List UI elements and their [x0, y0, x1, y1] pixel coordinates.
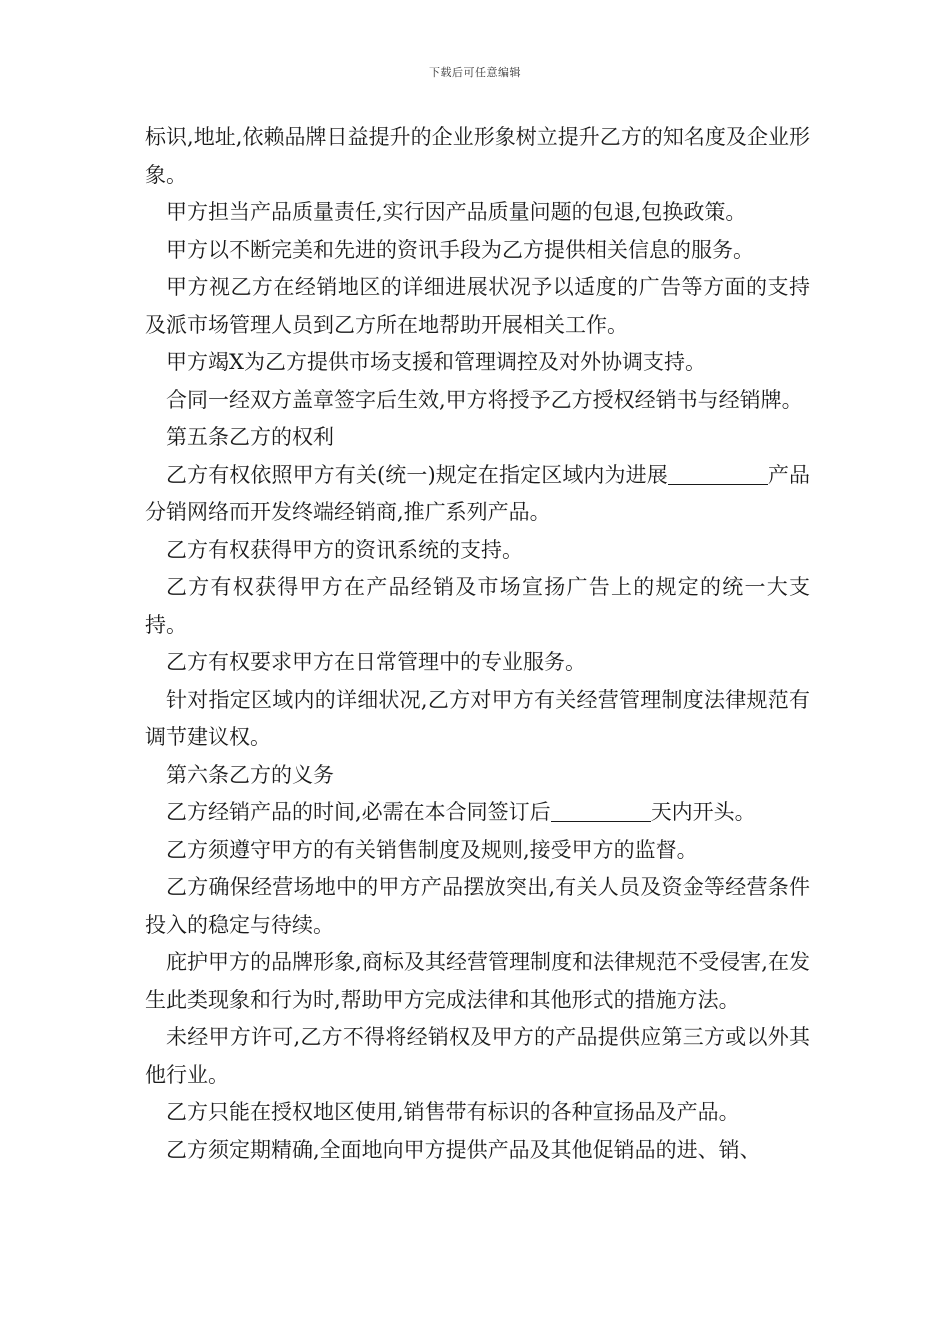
document-body [145, 119, 810, 1169]
paragraph: 未经甲方许可,乙方不得将经销权及甲方的产品提供应第三方或以外其他行业。 [145, 1025, 810, 1087]
paragraph: 乙方须遵守甲方的有关销售制度及规则,接受甲方的监督。 [166, 837, 698, 862]
paragraph: 甲方视乙方在经销地区的详细进展状况予以适度的广告等方面的支持及派市场管理人员到乙方所在地帮助开展相关工作。 [145, 275, 810, 337]
section-heading: 第六条乙方的义务 [166, 762, 334, 787]
paragraph: 乙方有权获得甲方的资讯系统的支持。 [166, 537, 523, 562]
paragraph-text: 乙方有权依照甲方有关(统一)规定在指定区域内为进展 [166, 462, 668, 487]
fill-in-blank [668, 462, 768, 485]
paragraph: 庇护甲方的品牌形象,商标及其经营管理制度和法律规范不受侵害,在发生此类现象和行为时,帮助甲方完成法律和其他形式的措施方法。 [145, 950, 810, 1012]
paragraph: 标识,地址,依赖品牌日益提升的企业形象树立提升乙方的知名度及企业形象。 [145, 125, 810, 187]
paragraph: 合同一经双方盖章签字后生效,甲方将授予乙方授权经销书与经销牌。 [166, 387, 803, 412]
paragraph [145, 794, 810, 832]
paragraph: 乙方有权要求甲方在日常管理中的专业服务。 [166, 650, 586, 674]
page-header: 下载后可任意编辑 [429, 66, 521, 79]
paragraph: 甲方竭Ⅹ为乙方提供市场支援和管理调控及对外协调支持。 [166, 350, 706, 374]
paragraph-text: 乙方经销产品的时间,必需在本合同签订后 [166, 800, 551, 824]
paragraph: 甲方以不断完美和先进的资讯手段为乙方提供相关信息的服务。 [166, 237, 754, 262]
paragraph: 乙方有权获得甲方在产品经销及市场宣扬广告上的规定的统一大支持。 [145, 575, 810, 637]
paragraph: 乙方只能在授权地区使用,销售带有标识的各种宣扬品及产品。 [166, 1100, 740, 1124]
paragraph: 针对指定区域内的详细状况,乙方对甲方有关经营管理制度法律规范有调节建议权。 [145, 687, 810, 749]
paragraph-text: 天内开头。 [650, 800, 756, 824]
paragraph [145, 457, 810, 532]
paragraph-text: 产品分销网络而开发终端经销商,推广系列产品。 [145, 462, 811, 524]
paragraph: 甲方担当产品质量责任,实行因产品质量问题的包退,包换政策。 [166, 200, 747, 224]
paragraph: 乙方须定期精确,全面地向甲方提供产品及其他促销品的进、销、 [166, 1137, 761, 1162]
paragraph: 乙方确保经营场地中的甲方产品摆放突出,有关人员及资金等经营条件投入的稳定与待续。 [145, 875, 810, 937]
fill-in-blank [551, 799, 651, 822]
section-heading: 第五条乙方的权利 [166, 425, 334, 449]
